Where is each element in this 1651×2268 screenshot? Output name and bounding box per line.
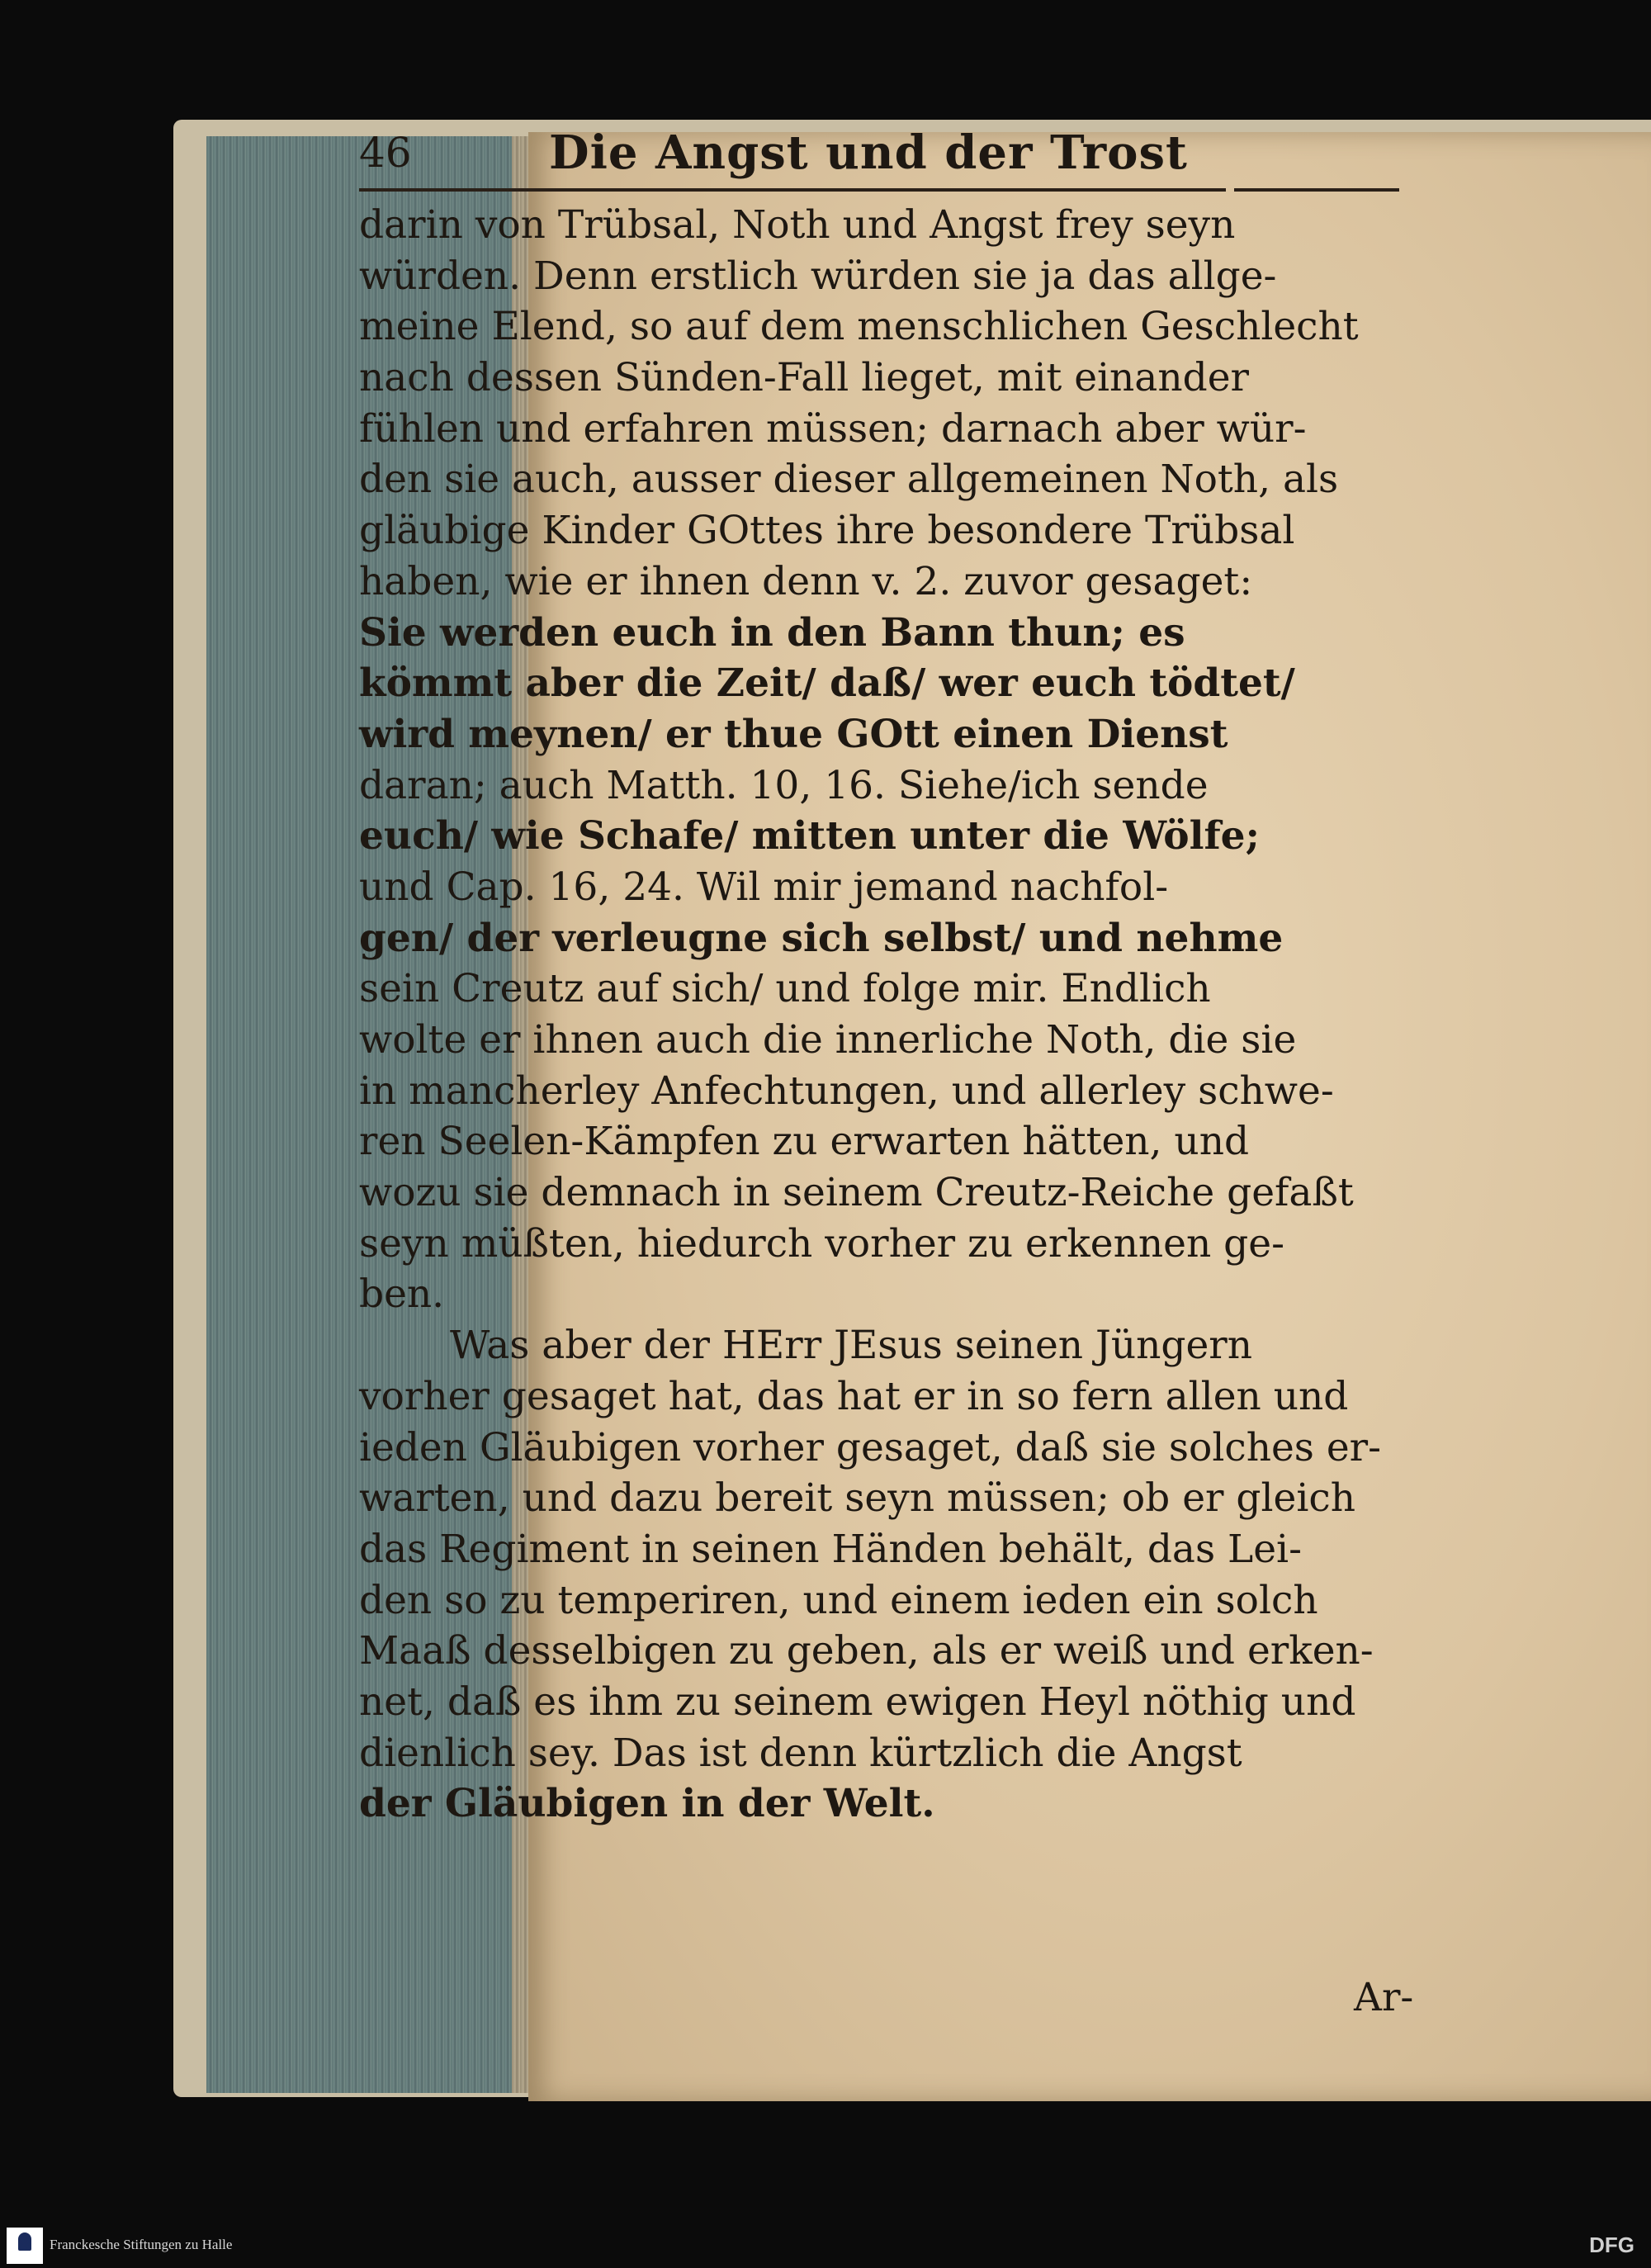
- text-line: meine Elend, so auf dem menschlichen Geschlecht: [359, 304, 1359, 350]
- text-line: haben, wie er ihnen denn v. 2. zuvor gesaget:: [359, 558, 1253, 604]
- text-line: ben.: [359, 1271, 445, 1318]
- text-line: nach dessen Sünden-Fall lieget, mit einander: [359, 355, 1249, 401]
- text-line-quotation: euch/ wie Schafe/ mitten unter die Wölfe;: [359, 813, 1260, 859]
- text-line: sein Creutz auf sich/ und folge mir. Endlich: [359, 966, 1211, 1012]
- header-rule: [359, 188, 1226, 192]
- text-line: seyn müßten, hiedurch vorher zu erkennen ge-: [359, 1220, 1284, 1267]
- text-line: das Regiment in seinen Händen behält, das Lei-: [359, 1526, 1302, 1572]
- text-line: würden. Denn erstlich würden sie ja das allge-: [359, 253, 1277, 299]
- paragraph-start-line: Was aber der HErr JEsus seinen Jüngern: [450, 1323, 1252, 1369]
- text-line: warten, und dazu bereit seyn müssen; ob er gleich: [359, 1475, 1355, 1522]
- running-head: Die Angst und der Trost: [549, 125, 1188, 180]
- text-line: in mancherley Anfechtungen, und allerley schwe-: [359, 1068, 1334, 1114]
- text-line-emphasis: der Gläubigen in der Welt.: [359, 1781, 935, 1827]
- text-line-quotation: kömmt aber die Zeit/ daß/ wer euch tödtet/: [359, 661, 1295, 707]
- dfg-logo: DFG: [1589, 2232, 1634, 2257]
- page-number: 46: [359, 129, 412, 177]
- text-line-quotation: wird meynen/ er thue GOtt einen Dienst: [359, 711, 1228, 757]
- text-line: vorher gesaget hat, das hat er in so fern allen und: [359, 1373, 1349, 1419]
- text-line: den so zu temperiren, und einem ieden ein solch: [359, 1577, 1318, 1623]
- institution-name: Franckesche Stiftungen zu Halle: [50, 2237, 233, 2252]
- text-line-quotation: gen/ der verleugne sich selbst/ und nehme: [359, 915, 1284, 961]
- text-line: dienlich sey. Das ist denn kürtzlich die Angst: [359, 1730, 1242, 1776]
- catchword: Ar-: [1354, 1975, 1414, 2020]
- text-line: darin von Trübsal, Noth und Angst frey seyn: [359, 202, 1236, 248]
- text-line: ren Seelen-Kämpfen zu erwarten hätten, und: [359, 1119, 1250, 1165]
- text-line: den sie auch, ausser dieser allgemeinen Noth, als: [359, 457, 1339, 503]
- text-line: ieden Gläubigen vorher gesaget, daß sie solches er-: [359, 1424, 1381, 1470]
- page-text-block: [359, 124, 1428, 1830]
- body-text: [359, 200, 1428, 1830]
- text-line: wolte er ihnen auch die innerliche Noth, die sie: [359, 1017, 1297, 1063]
- text-line: net, daß es ihm zu seinem ewigen Heyl nöthig und: [359, 1679, 1356, 1725]
- text-line: und Cap. 16, 24. Wil mir jemand nachfol-: [359, 864, 1169, 910]
- viewer-footer: [0, 2223, 1651, 2268]
- text-line: gläubige Kinder GOttes ihre besondere Trübsal: [359, 508, 1295, 554]
- page-header: [359, 124, 1428, 190]
- header-rule-right: [1234, 188, 1399, 192]
- text-line: daran; auch Matth. 10, 16. Siehe/ich sende: [359, 762, 1209, 808]
- text-line: fühlen und erfahren müssen; darnach aber wür-: [359, 405, 1307, 452]
- text-line: Maaß desselbigen zu geben, als er weiß und erken-: [359, 1628, 1374, 1674]
- text-line-quotation: Sie werden euch in den Bann thun; es: [359, 609, 1185, 656]
- text-line: wozu sie demnach in seinem Creutz-Reiche gefaßt: [359, 1170, 1354, 1216]
- institution-logo-icon: [7, 2228, 43, 2264]
- logo-mark: [18, 2232, 31, 2251]
